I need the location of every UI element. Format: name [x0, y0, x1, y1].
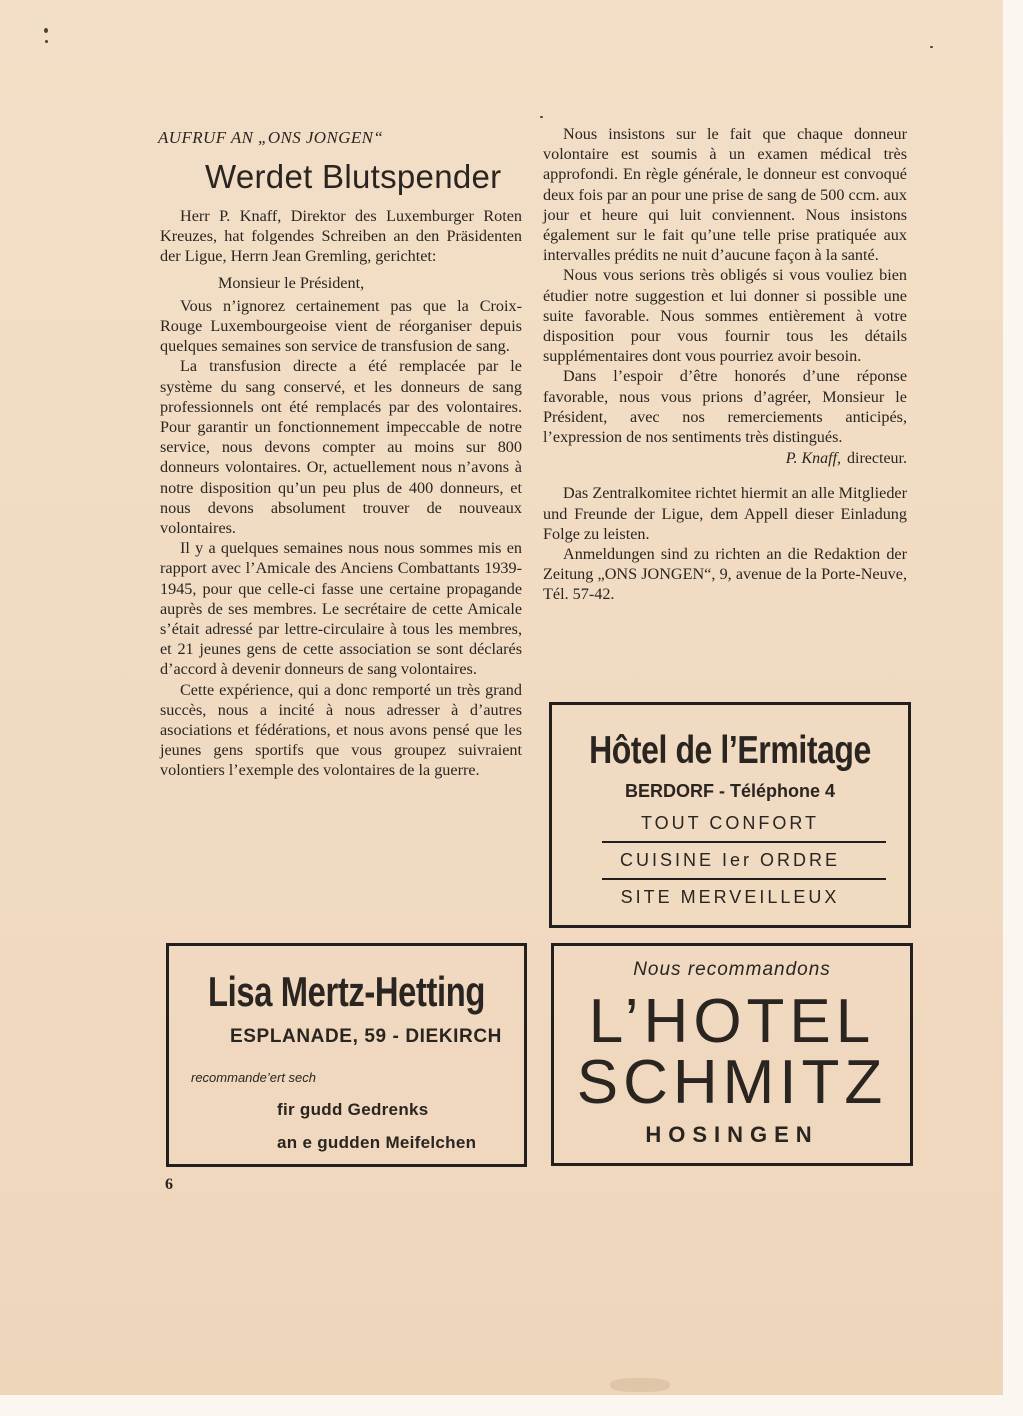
signature-name: P. Knaff, [785, 450, 842, 468]
ad-hotel-ermitage [549, 702, 911, 928]
salutation: Monsieur le Président, [218, 273, 365, 292]
ad-lisa-address: ESPLANADE, 59 - DIEKIRCH [230, 1026, 502, 1047]
article-kicker: AUFRUF AN „ONS JONGEN“ [158, 128, 384, 147]
ad-lisa-recommends: recommande’ert sech [191, 1070, 316, 1085]
article-column-left [160, 206, 522, 781]
ad-schmitz-line: SCHMITZ [576, 1048, 888, 1117]
article-paragraph: Il y a quelques semaines nous nous sommes mis en rapport avec l’Amicale des Anciens Combattants 1939-1945, pour que celle-ci fasse une certaine propagande auprès de ses membres. Le secrétaire de cette Amicale s’était adressé par lettre-circulaire à tous les membres, et 21 jeunes gens de cette association se sont déclarés d’accord à devenir donneurs de sang volontaires. [160, 539, 522, 679]
article-paragraph: Dans l’espoir d’être honorés d’une réponse favorable, nous vous prions d’agréer, Monsieur le Président, avec nos remerciements anticipés, l’expression de nos sentiments très distingués. [543, 367, 907, 447]
ink-speck [44, 28, 48, 33]
ad-hotel-schmitz [551, 943, 913, 1166]
page-number: 6 [165, 1176, 173, 1193]
article-column-right [543, 124, 907, 605]
intro-paragraph: Herr P. Knaff, Direktor des Luxemburger Roten Kreuzes, hat folgendes Schreiben an den Präsidenten der Ligue, Herrn Jean Gremling, gerichtet: [160, 207, 522, 266]
ad-ermitage-line: TOUT CONFORT [640, 813, 819, 833]
ad-schmitz-line: L’HOTEL [588, 987, 876, 1056]
ad-divider [602, 841, 886, 843]
page-edge [1003, 0, 1023, 1416]
ad-ermitage-line: CUISINE Ier ORDRE [619, 850, 841, 870]
ad-schmitz-town: HOSINGEN [645, 1122, 819, 1147]
closing-paragraph: Anmeldungen sind zu richten an die Redaktion der Zeitung „ONS JONGEN“, 9, avenue de la Porte-Neuve, Tél. 57-42. [543, 545, 907, 604]
ink-speck [930, 46, 933, 48]
ad-ermitage-place: BERDORF - Téléphone 4 [624, 781, 835, 801]
ad-ermitage-name: Hôtel de l’Ermitage [589, 729, 871, 772]
ad-ermitage-line: SITE MERVEILLEUX [620, 887, 840, 907]
article-paragraph: Vous n’ignorez certainement pas que la Croix-Rouge Luxembourgeoise vient de réorganiser depuis quelques semaines son service de transfusion de sang. [160, 296, 522, 356]
page-bottom-edge [0, 1395, 1023, 1416]
paper-stain [610, 1378, 670, 1392]
article-paragraph: Nous insistons sur le fait que chaque donneur volontaire est soumis à un examen médical très approfondi. En règle générale, le donneur est convoqué deux fois par an pour une prise de sang de 500 ccm. aux jour et heure qui luit conviennent. Nous insistons également sur le fait qu’une telle prise pratiquée aux intervalles prédits ne nuit d’aucune façon à la santé. [543, 125, 907, 265]
ink-speck [45, 40, 48, 43]
signature-title: directeur. [847, 450, 907, 468]
ad-divider [602, 878, 886, 880]
article-paragraph: Nous vous serions très obligés si vous vouliez bien étudier notre suggestion et lui donner si possible une suite favorable. Nous sommes entièrement à votre disposition pour vous fournir tous les détails supplémentaires dont vous pourriez avoir besoin. [543, 266, 907, 366]
ad-lisa-name: Lisa Mertz-Hetting [208, 968, 485, 1015]
article-paragraph: La transfusion directe a été remplacée par le système du sang conservé, et les donneurs de sang professionnels ont été remplacés par des volontaires. Pour garantir un fonctionnement impeccable de notre service, nous devons compter au moins sur 800 donneurs volontaires. Or, actuellement nous n’avons à notre disposition qu’un peu plus de 400 donneurs, et nous devons absolument trouver de nouveaux volontaires. [160, 357, 522, 538]
article-paragraph: Cette expérience, qui a donc remporté un très grand succès, nous a incité à nous adresser à d’autres asociations et fédérations, et nous avons pensé que les jeunes gens sportifs que vous groupez suivraient volontiers l’exemple des volontaires de la guerre. [160, 680, 522, 780]
ad-schmitz-recommend: Nous recommandons [633, 959, 831, 980]
closing-paragraph: Das Zentralkomitee richtet hiermit an alle Mitglieder und Freunde der Ligue, dem Appell dieser Einladung Folge zu leisten. [543, 484, 907, 543]
article-headline: Werdet Blutspender [205, 158, 502, 195]
ad-lisa-line: an e gudden Meifelchen [277, 1133, 477, 1152]
ad-lisa-line: fir gudd Gedrenks [277, 1100, 429, 1119]
signature [543, 449, 907, 469]
ad-lisa-mertz-hetting [166, 943, 527, 1167]
ink-speck [540, 116, 543, 118]
